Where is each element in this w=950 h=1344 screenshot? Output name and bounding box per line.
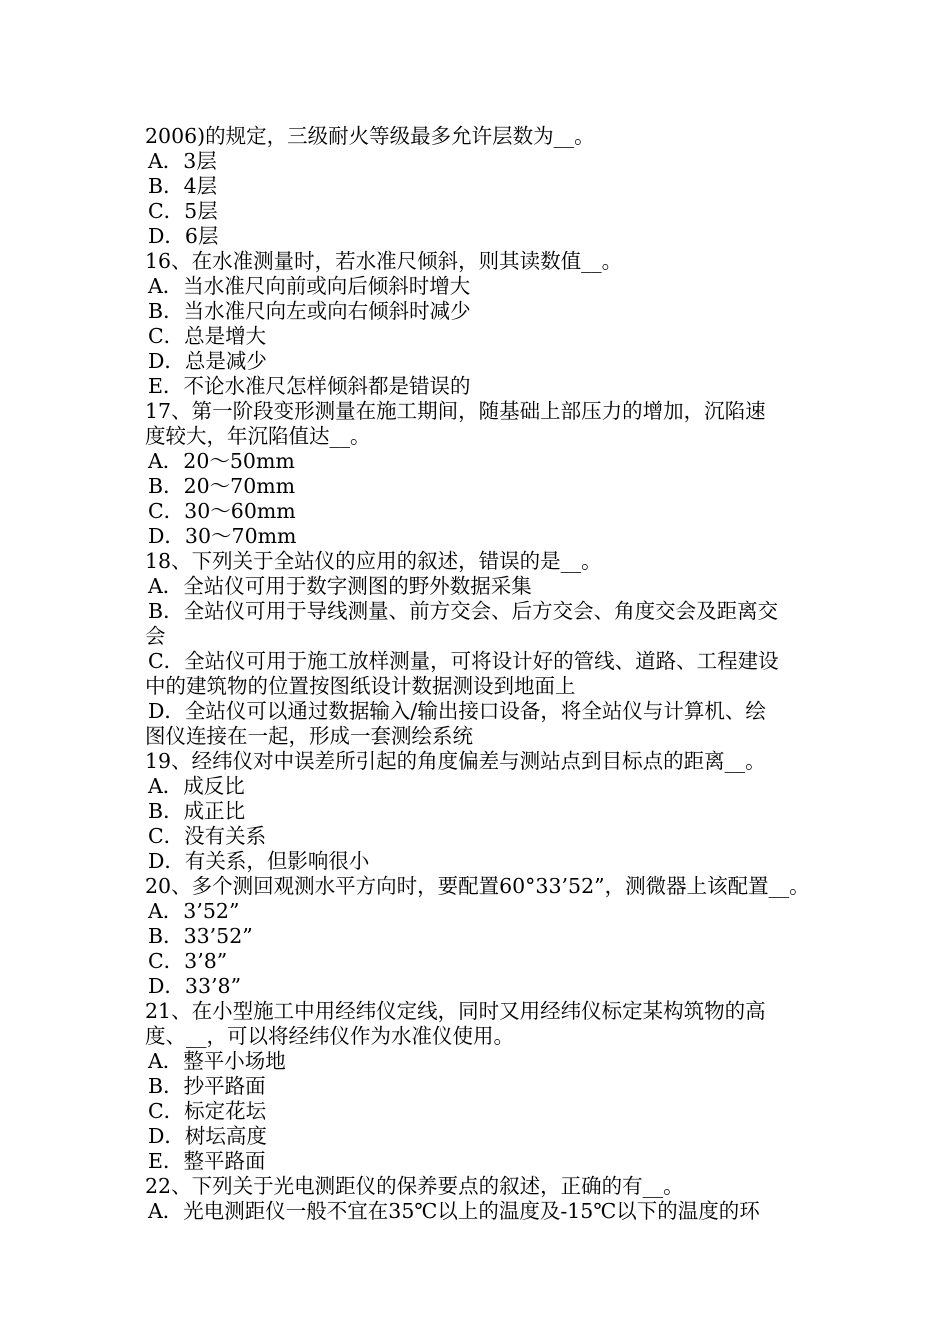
document-page — [145, 124, 825, 1224]
question-line: 17、第一阶段变形测量在施工期间，随基础上部压力的增加，沉陷速 — [145, 399, 766, 423]
question-line: 20、多个测回观测水平方向时，要配置60°33’52”，测微器上该配置__。 — [145, 874, 810, 898]
question-line: 度、__，可以将经纬仪作为水准仪使用。 — [145, 1024, 514, 1048]
option-line: C．没有关系 — [148, 824, 267, 848]
option-line: E．整平路面 — [148, 1149, 266, 1173]
option-line: C．5层 — [148, 199, 218, 223]
document-body — [145, 124, 825, 1224]
option-line: A．成反比 — [148, 774, 245, 798]
option-line: D．树坛高度 — [148, 1124, 267, 1148]
option-line: E．不论水准尺怎样倾斜都是错误的 — [148, 374, 471, 398]
option-line: A．当水准尺向前或向后倾斜时增大 — [148, 274, 471, 298]
option-line: B．抄平路面 — [148, 1074, 266, 1098]
option-line: A．全站仪可用于数字测图的野外数据采集 — [148, 574, 532, 598]
question-line: 度较大，年沉陷值达__。 — [145, 424, 371, 448]
question-line: 16、在水准测量时，若水准尺倾斜，则其读数值__。 — [145, 249, 623, 273]
question-line: 图仪连接在一起，形成一套测绘系统 — [145, 724, 473, 748]
option-line: A．20～50mm — [148, 449, 295, 473]
question-line: 18、下列关于全站仪的应用的叙述，错误的是__。 — [145, 549, 602, 573]
option-line: D．总是减少 — [148, 349, 267, 373]
option-line: A．3’52” — [148, 899, 240, 923]
option-line: C．3’8” — [148, 949, 228, 973]
option-line: D．33’8” — [148, 974, 242, 998]
option-line: C．30～60mm — [148, 499, 296, 523]
option-line: C．全站仪可用于施工放样测量，可将设计好的管线、道路、工程建设 — [148, 649, 779, 673]
option-line: B．成正比 — [148, 799, 246, 823]
option-line: A．整平小场地 — [148, 1049, 286, 1073]
question-line: 21、在小型施工中用经纬仪定线，同时又用经纬仪标定某构筑物的高 — [145, 999, 766, 1023]
option-line: A．光电测距仪一般不宜在35℃以上的温度及-15℃以下的温度的环 — [148, 1199, 760, 1223]
option-line: D．全站仪可以通过数据输入/输出接口设备，将全站仪与计算机、绘 — [148, 699, 766, 723]
option-line: B．33’52” — [148, 924, 253, 948]
option-line: A．3层 — [148, 149, 217, 173]
option-line: C．总是增大 — [148, 324, 267, 348]
question-line: 22、下列关于光电测距仪的保养要点的叙述，正确的有__。 — [145, 1174, 684, 1198]
option-line: B．当水准尺向左或向右倾斜时减少 — [148, 299, 471, 323]
question-line: 19、经纬仪对中误差所引起的角度偏差与测站点到目标点的距离__。 — [145, 749, 766, 773]
option-line: C．标定花坛 — [148, 1099, 267, 1123]
question-line: 会 — [145, 624, 166, 648]
option-line: B．20～70mm — [148, 474, 296, 498]
option-line: D．有关系，但影响很小 — [148, 849, 370, 873]
question-line: 中的建筑物的位置按图纸设计数据测设到地面上 — [145, 674, 576, 698]
question-line: 2006)的规定，三级耐火等级最多允许层数为__。 — [145, 124, 595, 148]
option-line: D．30～70mm — [148, 524, 297, 548]
option-line: B．4层 — [148, 174, 218, 198]
option-line: B．全站仪可用于导线测量、前方交会、后方交会、角度交会及距离交 — [148, 599, 779, 623]
option-line: D．6层 — [148, 224, 219, 248]
